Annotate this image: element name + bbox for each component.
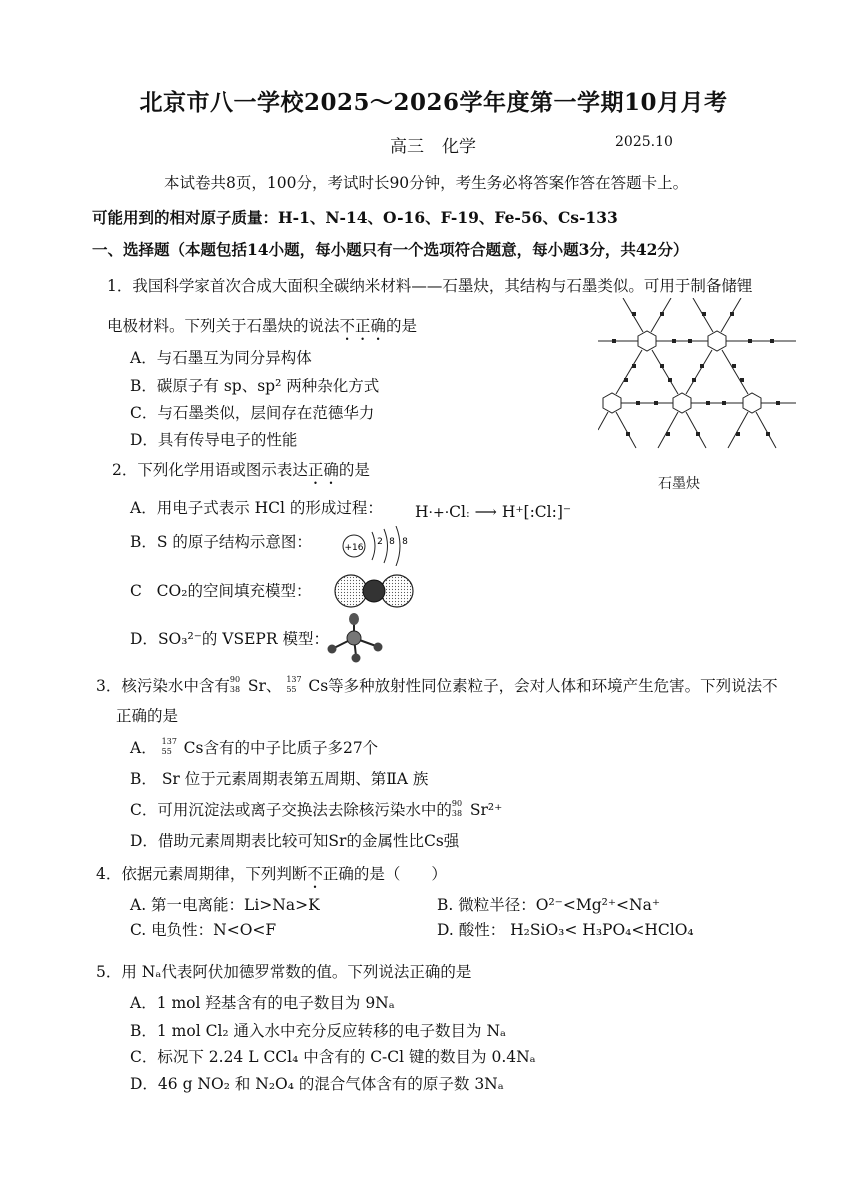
graphdiyne-structure-figure xyxy=(598,298,798,463)
hcl-formation-equation: H·+·Cl: ⟶ H⁺[:Cl:]⁻ xyxy=(415,503,572,521)
sr-isotope-option-c: 90 38 xyxy=(451,799,463,818)
q1-option-b: B．碳原子有 sp、sp² 两种杂化方式 xyxy=(130,377,380,395)
q3-option-b: B． Sr 位于元素周期表第五周期、第ⅡA 族 xyxy=(130,770,429,788)
section-title: 一、选择题（本题包括14小题，每小题只有一个选项符合题意，每小题3分，共42分） xyxy=(92,240,689,259)
q2-option-c: C CO₂的空间填充模型： xyxy=(130,582,312,600)
atomic-masses: 可能用到的相对原子质量：H-1、N-14、O-16、F-19、Fe-56、Cs-133 xyxy=(92,208,618,227)
exam-subtitle xyxy=(390,132,476,157)
exam-date: 2025.10 xyxy=(615,134,673,150)
shell-3-count: 8 xyxy=(402,537,408,547)
q3-stem-line1: 3．核污染水中含有 90 38 Sr、 137 55 Cs等多种放射性同位素粒子，会对人体和环境产生危害。下列说法不 xyxy=(96,675,778,695)
sulfur-nucleus-charge: +16 xyxy=(344,543,364,553)
q2-stem: 2．下列化学用语或图示表达正确的是 xyxy=(112,461,370,479)
q5-option-c: C．标况下 2.24 L CCl₄ 中含有的 C-Cl 键的数目为 0.4Nₐ xyxy=(130,1048,536,1066)
q2-option-b: B．S 的原子结构示意图： xyxy=(130,533,312,551)
shell-2-count: 8 xyxy=(389,537,395,547)
sr-isotope-notation: 90 38 xyxy=(229,675,241,694)
co2-space-filling-model xyxy=(334,570,414,612)
q4-option-d: D. 酸性： H₂SiO₃< H₃PO₄<HClO₄ xyxy=(437,921,694,939)
co2-formula: CO₂ xyxy=(156,582,188,600)
q3-option-d: D．借助元素周期表比较可知Sr的金属性比Cs强 xyxy=(130,832,460,850)
q4-emphasis: 不 xyxy=(307,865,323,883)
q4-option-b: B. 微粒半径：O²⁻<Mg²⁺<Na⁺ xyxy=(437,896,660,914)
q5-option-a: A．1 mol 羟基含有的电子数目为 9Nₐ xyxy=(130,994,395,1012)
benzene-ring-3 xyxy=(673,393,691,413)
so3-formula: SO₃²⁻ xyxy=(157,630,202,648)
benzene-ring-2 xyxy=(708,331,726,351)
q4-option-a: A. 第一电离能：Li>Na>K xyxy=(130,896,320,914)
q3-option-a: A． 137 55 Cs含有的中子比质子多27个 xyxy=(130,737,379,757)
cs-isotope-option-a: 137 55 xyxy=(161,737,177,756)
shell-1-count: 2 xyxy=(377,537,383,547)
benzene-ring-4 xyxy=(743,393,761,413)
hcl-h-symbol: H xyxy=(415,503,429,521)
so3-vsepr-model xyxy=(318,612,390,664)
q5-option-d: D．46 g NO₂ 和 N₂O₄ 的混合气体含有的原子数 3Nₐ xyxy=(130,1075,504,1093)
hcl-product: H⁺[:Cl:]⁻ xyxy=(501,503,572,521)
hcl-cl-symbol: Cl xyxy=(449,503,466,521)
q1-emphasis: 不正确 xyxy=(339,317,387,335)
q1-option-d: D．具有传导电子的性能 xyxy=(130,431,298,449)
q3-option-c: C．可用沉淀法或离子交换法去除核污染水中的 90 38 Sr²⁺ xyxy=(130,799,503,819)
grade-label: 高三 xyxy=(390,137,424,157)
q5-stem: 5．用 Nₐ代表阿伏加德罗常数的值。下列说法正确的是 xyxy=(96,963,472,981)
benzene-ring-1 xyxy=(638,331,656,351)
exam-notice: 本试卷共8页，100分，考试时长90分钟，考生务必将答案作答在答题卡上。 xyxy=(164,174,689,192)
q1-stem-line2: 电极材料。下列关于石墨炔的说法不正确的是 xyxy=(107,317,418,335)
q2-option-a: A．用电子式表示 HCl 的形成过程： xyxy=(130,499,383,517)
cs-isotope-notation: 137 55 xyxy=(286,675,302,694)
subject-label: 化学 xyxy=(442,137,476,157)
q2-emphasis: 正确 xyxy=(307,461,339,479)
exam-title: 北京市八一学校2025～2026学年度第一学期10月月考 xyxy=(139,89,728,116)
q1-option-c: C．与石墨类似，层间存在范德华力 xyxy=(130,404,375,422)
q1-option-a: A．与石墨互为同分异构体 xyxy=(130,349,312,367)
benzene-ring-5 xyxy=(603,393,621,413)
q2-option-d: D．SO₃²⁻的 VSEPR 模型： xyxy=(130,630,329,648)
graphdiyne-caption: 石墨炔 xyxy=(658,476,700,492)
reaction-arrow-icon: ⟶ xyxy=(474,503,497,521)
q4-stem: 4．依据元素周期律，下列判断不正确的是（ ） xyxy=(96,865,447,883)
q5-option-b: B．1 mol Cl₂ 通入水中充分反应转移的电子数目为 Nₐ xyxy=(130,1022,507,1040)
sulfur-atom-structure-diagram xyxy=(338,526,418,566)
q3-stem-line2: 正确的是 xyxy=(116,707,179,725)
q4-option-c: C. 电负性：N<O<F xyxy=(130,921,277,939)
q1-stem-line1: 1．我国科学家首次合成大面积全碳纳米材料——石墨炔，其结构与石墨类似。可用于制备储锂 xyxy=(107,277,753,295)
